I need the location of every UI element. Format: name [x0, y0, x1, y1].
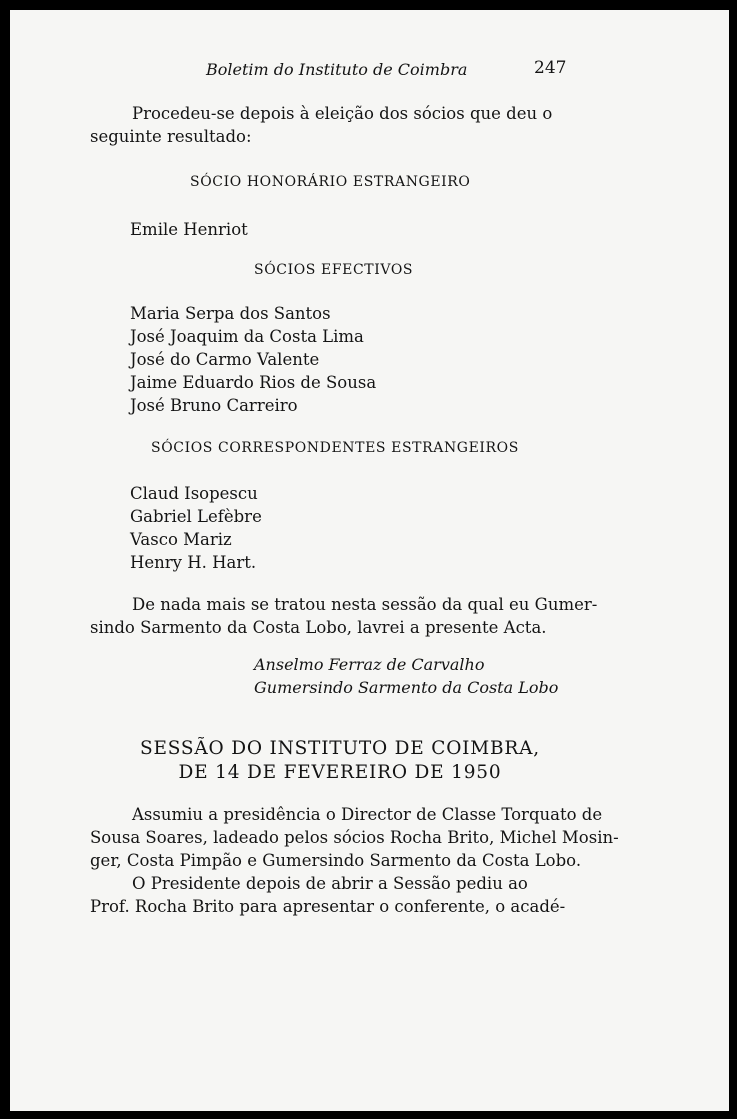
signature-president: Anselmo Ferraz de Carvalho — [254, 655, 485, 674]
intro-paragraph — [90, 102, 570, 148]
running-title: Boletim do Instituto de Coimbra — [206, 60, 468, 79]
corresponding-member: Claud Isopescu — [130, 484, 258, 503]
honorary-member: Emile Henriot — [130, 220, 248, 239]
session-title-line-1: SESSÃO DO INSTITUTO DE COIMBRA, — [140, 738, 540, 759]
closing-line-2: sindo Sarmento da Costa Lobo, lavrei a presente Acta. — [90, 618, 547, 637]
effective-member: Maria Serpa dos Santos — [130, 304, 331, 323]
corresponding-member: Vasco Mariz — [130, 530, 232, 549]
closing-paragraph — [90, 593, 598, 639]
intro-line-1: Procedeu-se depois à eleição dos sócios que deu o — [132, 104, 553, 123]
session-p2-line-1: O Presidente depois de abrir a Sessão pediu ao — [132, 874, 528, 893]
session-paragraph-2 — [90, 872, 570, 918]
session-paragraph-1 — [90, 803, 619, 872]
honorary-heading: SÓCIO HONORÁRIO ESTRANGEIRO — [190, 174, 471, 190]
session-p1-line-1: Assumiu a presidência o Director de Classe Torquato de — [132, 805, 603, 824]
effective-member: José Joaquim da Costa Lima — [130, 327, 364, 346]
effective-heading: SÓCIOS EFECTIVOS — [254, 262, 414, 278]
intro-line-2: seguinte resultado: — [90, 127, 252, 146]
corresponding-member: Henry H. Hart. — [130, 553, 257, 572]
session-title-line-2: DE 14 DE FEVEREIRO DE 1950 — [178, 762, 502, 783]
effective-member: Jaime Eduardo Rios de Sousa — [130, 373, 377, 392]
page-number: 247 — [534, 58, 567, 78]
closing-line-1: De nada mais se tratou nesta sessão da qual eu Gumer- — [132, 595, 598, 614]
document-page — [10, 10, 729, 1111]
corresponding-heading: SÓCIOS CORRESPONDENTES ESTRANGEIROS — [151, 440, 519, 456]
session-p2-line-2: Prof. Rocha Brito para apresentar o conferente, o acadé- — [90, 897, 566, 916]
session-p1-line-2: Sousa Soares, ladeado pelos sócios Rocha Brito, Michel Mosin- — [90, 828, 619, 847]
session-p1-line-3: ger, Costa Pimpão e Gumersindo Sarmento da Costa Lobo. — [90, 851, 582, 870]
signature-secretary: Gumersindo Sarmento da Costa Lobo — [254, 678, 559, 697]
effective-member: José Bruno Carreiro — [130, 396, 298, 415]
corresponding-member: Gabriel Lefèbre — [130, 507, 262, 526]
effective-member: José do Carmo Valente — [130, 350, 320, 369]
